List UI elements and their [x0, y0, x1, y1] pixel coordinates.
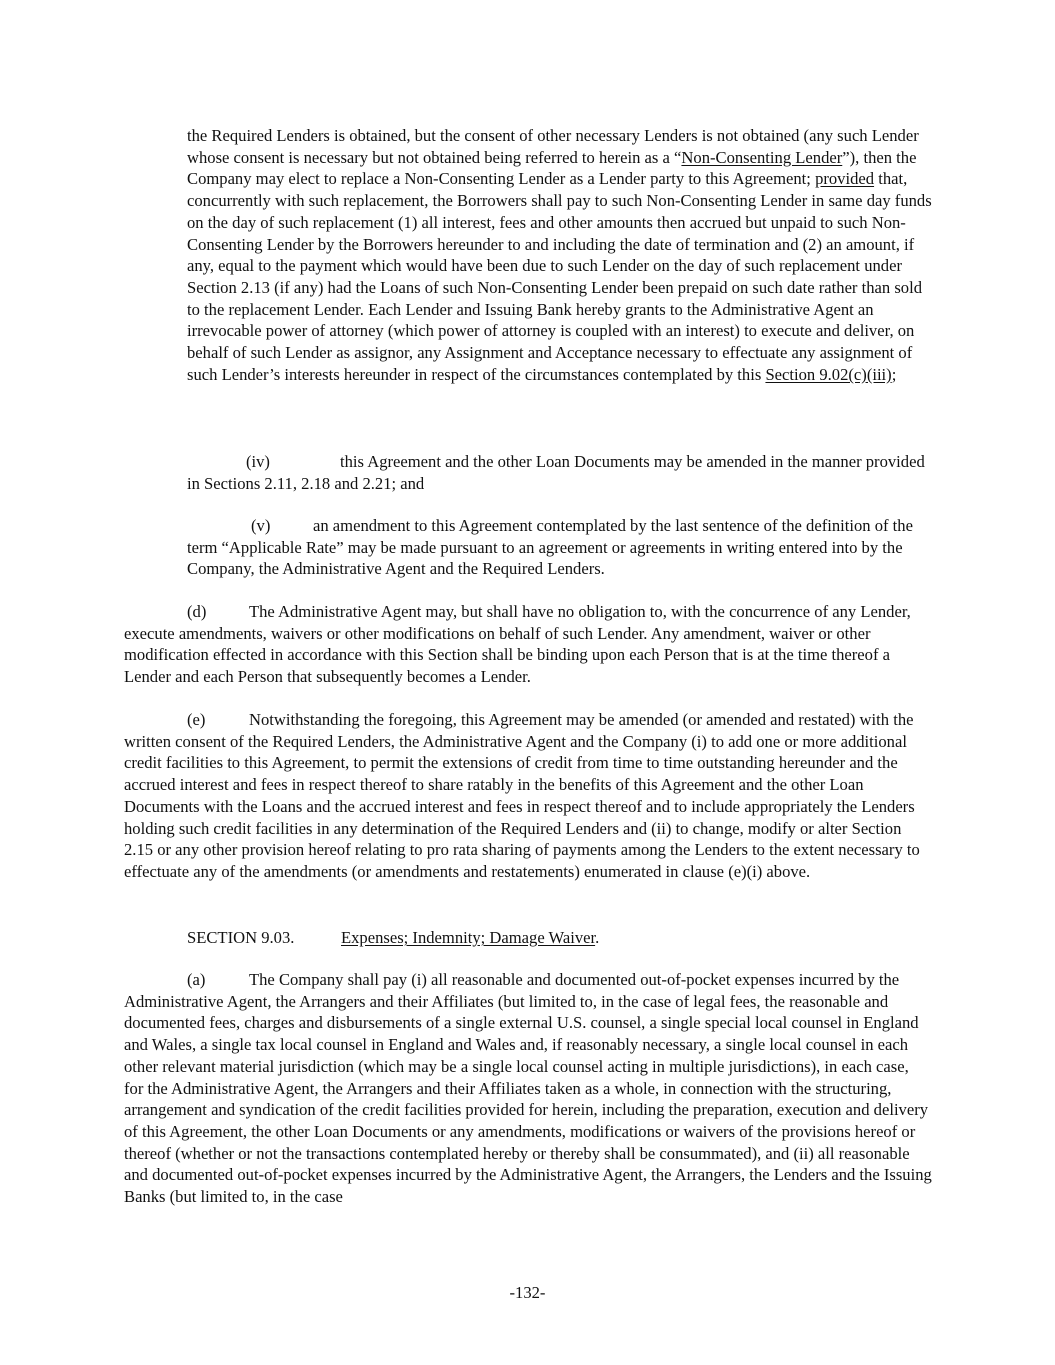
page-number: -132-: [509, 1283, 546, 1302]
paragraph-a: [124, 969, 932, 1208]
clause-v: [187, 515, 932, 580]
clause-iv: [187, 451, 932, 494]
section-heading: [187, 927, 932, 949]
continued-text-2: ”), then the Company may elect to replace a Non-Consenting Lender as a Lender party to this Agreement;: [187, 147, 917, 189]
continued-text-1: the Required Lenders is obtained, but the consent of other necessary Lenders is not obtained (any such Lender whose consent is necessary but not obtained being referred to herein as a “: [187, 126, 919, 167]
clause-iv-label: (iv): [246, 452, 270, 471]
paragraph-a-label: (a): [187, 970, 206, 989]
paragraph-a-text: The Company shall pay (i) all reasonable and documented out-of-pocket expenses incurred by the Administrative Agent, the Arrangers and their Affiliates (but limited to, in the case of legal fees, the reasonable and documented fees, charges and disbursements of a single external U.S. counsel, a single special local counsel in England and Wales, a single tax local counsel in England and Wales and, if reasonably necessary, a single local counsel in each other relevant material jurisdiction (which may be a single local counsel acting in multiple jurisdictions), in each case, for the Administrative Agent, the Arrangers and their Affiliates taken as a whole, in connection with the structuring, arrangement and syndication of the credit facilities provided for herein, including the preparation, execution and delivery of this Agreement, the other Loan Documents or any amendments, modifications or waivers of the provisions hereof or thereof (whether or not the transactions contemplated hereby or thereby shall be consummated), and (ii) all reasonable and documented out-of-pocket expenses incurred by the Administrative Agent, the Arrangers, the Lenders and the Issuing Banks (but limited to, in the case: [124, 970, 932, 1207]
paragraph-e-label: (e): [187, 710, 206, 729]
section-number: SECTION 9.03.: [187, 928, 295, 947]
paragraph-d: [124, 601, 932, 688]
continued-text-4: ;: [891, 364, 897, 384]
clause-v-label: (v): [251, 516, 271, 535]
paragraph-e-text: Notwithstanding the foregoing, this Agreement may be amended (or amended and restated) with the written consent of the Required Lenders, the Administrative Agent and the Company (i) to add one or more additional credit facilities to this Agreement, to permit the extensions of credit from time to time outstanding hereunder and the accrued interest and fees in respect thereof to share ratably in the benefits of this Agreement and the other Loan Documents with the Loans and the accrued interest and fees in respect thereof and to include appropriately the Lenders holding such credit facilities in any determination of the Required Lenders and (ii) to change, modify or alter Section 2.15 or any other provision hereof relating to pro rata sharing of payments among the Lenders to the extent necessary to effectuate any of the amendments (or amendments and restatements) enumerated in clause (e)(i) above.: [124, 710, 920, 881]
clause-v-text: an amendment to this Agreement contemplated by the last sentence of the definition of the term “Applicable Rate” may be made pursuant to an agreement or agreements in writing entered into by the Company, the Administrative Agent and the Required Lenders.: [187, 516, 913, 579]
clause-iv-text: this Agreement and the other Loan Documents may be amended in the manner provided in Sections 2.11, 2.18 and 2.21; and: [187, 452, 925, 493]
continued-paragraph: [187, 125, 932, 385]
provided-term: provided: [815, 169, 875, 189]
paragraph-d-label: (d): [187, 602, 207, 621]
non-consenting-lender-term: Non-Consenting Lender: [681, 147, 843, 167]
paragraph-d-text: The Administrative Agent may, but shall have no obligation to, with the concurrence of any Lender, execute amendments, waivers or other modifications on behalf of such Lender. Any amendment, waiver or other modification effected in accordance with this Section shall be binding upon each Person that is at the time thereof a Lender and each Person that subsequently becomes a Lender.: [124, 602, 911, 687]
section-reference: Section 9.02(c)(iii): [765, 364, 892, 384]
continued-text-3: that, concurrently with such replacement, the Borrowers shall pay to such Non-Consenting Lender in same day funds on the day of such replacement (1) all interest, fees and other amounts then accrued but unpaid to such Non-Consenting Lender by the Borrowers hereunder to and including the date of termination and (2) an amount, if any, equal to the payment which would have been due to such Lender on the day of such replacement under Section 2.13 (if any) had the Loans of such Non-Consenting Lender been prepaid on such date rather than sold to the replacement Lender. Each Lender and Issuing Bank hereby grants to the Administrative Agent an irrevocable power of attorney (which power of attorney is coupled with an interest) to execute and deliver, on behalf of such Lender as assignor, any Assignment and Acceptance necessary to effectuate any assignment of such Lender’s interests hereunder in respect of the circumstances contemplated by this: [187, 169, 932, 384]
paragraph-e: [124, 709, 932, 883]
section-title: Expenses; Indemnity; Damage Waiver: [341, 928, 596, 947]
section-title-period: .: [595, 928, 600, 947]
